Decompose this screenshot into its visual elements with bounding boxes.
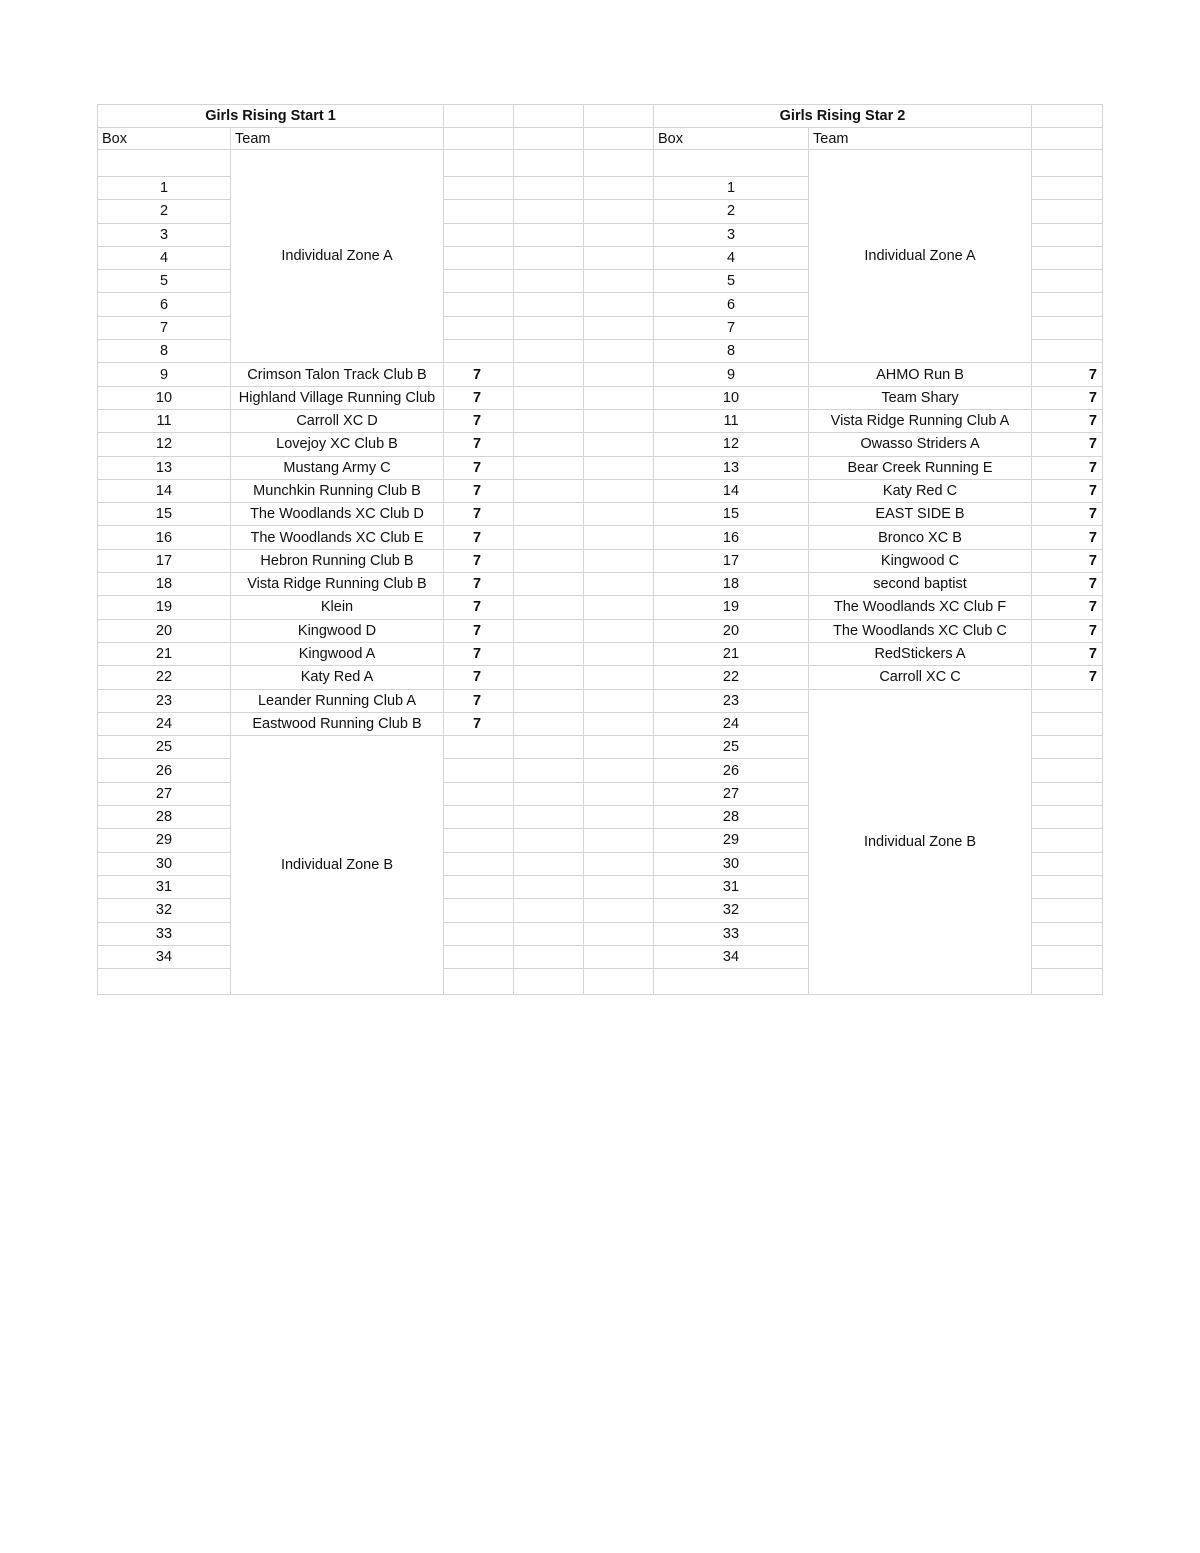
sheet-row [98, 105, 1103, 128]
spacer-cell [514, 270, 584, 293]
sheet1-team-name: Carroll XC D [231, 409, 444, 432]
sheet1-box-number: 4 [98, 246, 231, 269]
sheet2-box-number: 6 [654, 293, 809, 316]
spacer-cell [514, 852, 584, 875]
spacer-cell [584, 922, 654, 945]
sheet1-blank [444, 759, 514, 782]
sheet1-team-name: Vista Ridge Running Club B [231, 573, 444, 596]
heat-assignment-sheet [97, 104, 1103, 995]
sheet-row [98, 526, 1103, 549]
spacer-cell [514, 363, 584, 386]
spacer-cell [584, 829, 654, 852]
sheet2-box-number: 26 [654, 759, 809, 782]
sheet2-blank [654, 150, 809, 177]
sheet1-box-number: 7 [98, 316, 231, 339]
sheet2-team-name: Carroll XC C [809, 666, 1032, 689]
spacer-cell [514, 782, 584, 805]
sheet1-runner-count: 7 [444, 363, 514, 386]
spacer-cell [584, 573, 654, 596]
sheet2-box-number: 27 [654, 782, 809, 805]
sheet2-blank [1032, 689, 1103, 712]
sheet1-blank [444, 270, 514, 293]
spacer-cell [584, 852, 654, 875]
sheet-row [98, 642, 1103, 665]
sheet1-runner-count: 7 [444, 712, 514, 735]
sheet2-blank [1032, 968, 1103, 994]
sheet1-runner-count: 7 [444, 642, 514, 665]
spacer-cell [584, 293, 654, 316]
sheet1-runner-count: 7 [444, 573, 514, 596]
sheet1-team-name: Highland Village Running Club [231, 386, 444, 409]
spacer-cell [514, 945, 584, 968]
sheet2-team-header: Team [809, 128, 1032, 150]
sheet2-runner-count: 7 [1032, 433, 1103, 456]
sheet1-blank [444, 945, 514, 968]
sheet-row [98, 573, 1103, 596]
sheet2-box-number: 5 [654, 270, 809, 293]
spacer-cell [514, 666, 584, 689]
sheet2-box-number: 4 [654, 246, 809, 269]
sheet1-box-number: 30 [98, 852, 231, 875]
sheet2-box-number: 19 [654, 596, 809, 619]
spacer-cell [584, 316, 654, 339]
sheet1-box-number: 6 [98, 293, 231, 316]
sheet2-blank [1032, 340, 1103, 363]
sheet1-box-number: 21 [98, 642, 231, 665]
sheet-row [98, 150, 1103, 177]
sheet2-team-name: The Woodlands XC Club F [809, 596, 1032, 619]
spacer-cell [514, 503, 584, 526]
spacer-cell [584, 479, 654, 502]
sheet2-box-number: 34 [654, 945, 809, 968]
sheet2-blank [1032, 852, 1103, 875]
sheet2-runner-count: 7 [1032, 456, 1103, 479]
sheet-row [98, 689, 1103, 712]
sheet2-blank [654, 968, 809, 994]
sheet-row [98, 409, 1103, 432]
sheet1-box-number: 11 [98, 409, 231, 432]
sheet2-blank [1032, 782, 1103, 805]
spacer-cell [584, 270, 654, 293]
sheet2-runner-count: 7 [1032, 596, 1103, 619]
spacer-cell [514, 759, 584, 782]
spacer-cell [584, 433, 654, 456]
sheet2-zone-a: Individual Zone A [809, 150, 1032, 363]
spacer-cell [584, 806, 654, 829]
sheet1-box-header: Box [98, 128, 231, 150]
sheet1-box-number: 1 [98, 177, 231, 200]
sheet1-blank [444, 128, 514, 150]
sheet1-runner-count: 7 [444, 619, 514, 642]
sheet1-runner-count: 7 [444, 433, 514, 456]
sheet2-box-number: 22 [654, 666, 809, 689]
sheet-row [98, 433, 1103, 456]
sheet1-box-number: 2 [98, 200, 231, 223]
sheet2-blank [1032, 128, 1103, 150]
sheet1-runner-count: 7 [444, 386, 514, 409]
spacer-cell [584, 666, 654, 689]
sheet2-team-name: Kingwood C [809, 549, 1032, 572]
sheet1-blank [444, 316, 514, 339]
sheet2-blank [1032, 712, 1103, 735]
sheet1-blank [444, 246, 514, 269]
sheet1-team-name: Leander Running Club A [231, 689, 444, 712]
sheet2-team-name: Vista Ridge Running Club A [809, 409, 1032, 432]
spacer-cell [584, 875, 654, 898]
sheet1-box-number: 27 [98, 782, 231, 805]
sheet1-blank [444, 899, 514, 922]
sheet2-runner-count: 7 [1032, 642, 1103, 665]
sheet1-title: Girls Rising Start 1 [98, 105, 444, 128]
sheet1-box-number: 34 [98, 945, 231, 968]
sheet2-runner-count: 7 [1032, 666, 1103, 689]
sheet1-team-header: Team [231, 128, 444, 150]
spacer-cell [584, 596, 654, 619]
spacer-cell [514, 875, 584, 898]
sheet2-box-number: 12 [654, 433, 809, 456]
spacer-cell [584, 526, 654, 549]
sheet2-box-number: 14 [654, 479, 809, 502]
sheet1-box-number: 24 [98, 712, 231, 735]
sheet2-box-number: 7 [654, 316, 809, 339]
spacer-cell [514, 200, 584, 223]
sheet1-box-number: 9 [98, 363, 231, 386]
spacer-cell [584, 246, 654, 269]
spacer-cell [514, 596, 584, 619]
sheet1-box-number: 33 [98, 922, 231, 945]
sheet2-box-number: 32 [654, 899, 809, 922]
spacer-cell [514, 619, 584, 642]
spacer-cell [584, 899, 654, 922]
sheet1-team-name: Kingwood D [231, 619, 444, 642]
sheet1-blank [98, 968, 231, 994]
sheet1-blank [444, 875, 514, 898]
sheet2-runner-count: 7 [1032, 409, 1103, 432]
sheet2-title: Girls Rising Star 2 [654, 105, 1032, 128]
sheet1-box-number: 10 [98, 386, 231, 409]
sheet1-blank [444, 200, 514, 223]
spacer-cell [514, 642, 584, 665]
sheet-row [98, 619, 1103, 642]
sheet2-blank [1032, 316, 1103, 339]
spacer-cell [584, 736, 654, 759]
sheet2-runner-count: 7 [1032, 479, 1103, 502]
sheet2-box-number: 17 [654, 549, 809, 572]
sheet2-blank [1032, 223, 1103, 246]
sheet1-team-name: Eastwood Running Club B [231, 712, 444, 735]
sheet2-box-header: Box [654, 128, 809, 150]
sheet1-blank [444, 968, 514, 994]
sheet2-team-name: The Woodlands XC Club C [809, 619, 1032, 642]
sheet2-zone-b: Individual Zone B [809, 689, 1032, 994]
spacer-cell [514, 549, 584, 572]
spacer-cell [514, 246, 584, 269]
sheet1-runner-count: 7 [444, 666, 514, 689]
sheet1-runner-count: 7 [444, 549, 514, 572]
sheet1-box-number: 31 [98, 875, 231, 898]
sheet1-box-number: 18 [98, 573, 231, 596]
spacer-cell [584, 150, 654, 177]
sheet1-blank [444, 293, 514, 316]
spacer-cell [514, 689, 584, 712]
sheet1-box-number: 12 [98, 433, 231, 456]
sheet2-box-number: 8 [654, 340, 809, 363]
sheet2-team-name: AHMO Run B [809, 363, 1032, 386]
spacer-cell [584, 128, 654, 150]
sheet1-box-number: 20 [98, 619, 231, 642]
sheet1-box-number: 29 [98, 829, 231, 852]
spacer-cell [584, 340, 654, 363]
spacer-cell [514, 386, 584, 409]
sheet2-team-name: Team Shary [809, 386, 1032, 409]
sheet2-box-number: 30 [654, 852, 809, 875]
sheet-row [98, 363, 1103, 386]
sheet2-team-name: second baptist [809, 573, 1032, 596]
sheet1-zone-b: Individual Zone B [231, 736, 444, 995]
sheet1-blank [444, 922, 514, 945]
spacer-cell [514, 433, 584, 456]
sheet2-box-number: 29 [654, 829, 809, 852]
sheet2-blank [1032, 806, 1103, 829]
sheet1-team-name: Crimson Talon Track Club B [231, 363, 444, 386]
sheet2-box-number: 23 [654, 689, 809, 712]
sheet1-box-number: 13 [98, 456, 231, 479]
sheet2-blank [1032, 293, 1103, 316]
sheet1-box-number: 19 [98, 596, 231, 619]
sheet-row [98, 549, 1103, 572]
sheet1-team-name: Munchkin Running Club B [231, 479, 444, 502]
sheet1-blank [444, 105, 514, 128]
sheet2-blank [1032, 736, 1103, 759]
sheet-row [98, 386, 1103, 409]
sheet2-box-number: 25 [654, 736, 809, 759]
sheet2-box-number: 2 [654, 200, 809, 223]
sheet1-team-name: Klein [231, 596, 444, 619]
sheet1-box-number: 26 [98, 759, 231, 782]
sheet2-box-number: 20 [654, 619, 809, 642]
sheet2-box-number: 10 [654, 386, 809, 409]
spacer-cell [514, 526, 584, 549]
sheet2-team-name: RedStickers A [809, 642, 1032, 665]
spacer-cell [514, 293, 584, 316]
sheet1-box-number: 14 [98, 479, 231, 502]
sheet2-runner-count: 7 [1032, 526, 1103, 549]
spacer-cell [514, 128, 584, 150]
sheet1-team-name: Kingwood A [231, 642, 444, 665]
sheet1-box-number: 16 [98, 526, 231, 549]
spacer-cell [514, 316, 584, 339]
sheet2-blank [1032, 759, 1103, 782]
sheet1-blank [98, 150, 231, 177]
sheet2-box-number: 11 [654, 409, 809, 432]
sheet2-blank [1032, 105, 1103, 128]
spacer-cell [584, 642, 654, 665]
spacer-cell [514, 899, 584, 922]
spacer-cell [584, 363, 654, 386]
sheet1-runner-count: 7 [444, 456, 514, 479]
sheet1-team-name: The Woodlands XC Club E [231, 526, 444, 549]
spacer-cell [584, 223, 654, 246]
sheet2-box-number: 28 [654, 806, 809, 829]
spacer-cell [584, 712, 654, 735]
spacer-cell [584, 968, 654, 994]
sheet1-team-name: Hebron Running Club B [231, 549, 444, 572]
sheet2-box-number: 3 [654, 223, 809, 246]
sheet2-blank [1032, 945, 1103, 968]
sheet2-runner-count: 7 [1032, 549, 1103, 572]
spacer-cell [584, 503, 654, 526]
sheet2-box-number: 13 [654, 456, 809, 479]
sheet2-runner-count: 7 [1032, 363, 1103, 386]
sheet1-blank [444, 852, 514, 875]
sheet2-team-name: Katy Red C [809, 479, 1032, 502]
sheet2-box-number: 15 [654, 503, 809, 526]
sheet2-runner-count: 7 [1032, 619, 1103, 642]
spacer-cell [514, 150, 584, 177]
sheet2-box-number: 24 [654, 712, 809, 735]
sheet1-runner-count: 7 [444, 596, 514, 619]
sheet1-box-number: 17 [98, 549, 231, 572]
spacer-cell [584, 549, 654, 572]
spacer-cell [584, 689, 654, 712]
sheet2-box-number: 21 [654, 642, 809, 665]
sheet2-blank [1032, 899, 1103, 922]
spacer-cell [514, 968, 584, 994]
sheet1-blank [444, 177, 514, 200]
spacer-cell [514, 340, 584, 363]
sheet2-box-number: 16 [654, 526, 809, 549]
spacer-cell [514, 829, 584, 852]
sheet-row [98, 503, 1103, 526]
sheet1-runner-count: 7 [444, 526, 514, 549]
spacer-cell [584, 177, 654, 200]
sheet-row [98, 596, 1103, 619]
spacer-cell [584, 759, 654, 782]
sheet2-blank [1032, 829, 1103, 852]
spacer-cell [514, 712, 584, 735]
spacer-cell [514, 922, 584, 945]
sheet-row [98, 479, 1103, 502]
sheet1-runner-count: 7 [444, 503, 514, 526]
sheet2-box-number: 9 [654, 363, 809, 386]
spacer-cell [514, 177, 584, 200]
sheet1-blank [444, 829, 514, 852]
sheet1-box-number: 3 [98, 223, 231, 246]
sheet2-blank [1032, 150, 1103, 177]
sheet1-team-name: Lovejoy XC Club B [231, 433, 444, 456]
spacer-cell [514, 409, 584, 432]
spacer-cell [514, 736, 584, 759]
sheet1-blank [444, 223, 514, 246]
sheet-row [98, 456, 1103, 479]
sheet2-team-name: Bear Creek Running E [809, 456, 1032, 479]
sheet2-team-name: Bronco XC B [809, 526, 1032, 549]
spacer-cell [514, 105, 584, 128]
spacer-cell [584, 105, 654, 128]
sheet1-box-number: 22 [98, 666, 231, 689]
spacer-cell [584, 782, 654, 805]
sheet2-team-name: EAST SIDE B [809, 503, 1032, 526]
spacer-cell [584, 619, 654, 642]
sheet-row [98, 128, 1103, 150]
sheet2-blank [1032, 922, 1103, 945]
sheet1-box-number: 28 [98, 806, 231, 829]
sheet2-blank [1032, 177, 1103, 200]
sheet2-team-name: Owasso Striders A [809, 433, 1032, 456]
sheet2-box-number: 18 [654, 573, 809, 596]
spacer-cell [584, 456, 654, 479]
sheet2-box-number: 1 [654, 177, 809, 200]
spacer-cell [584, 386, 654, 409]
sheet1-runner-count: 7 [444, 479, 514, 502]
sheet1-box-number: 32 [98, 899, 231, 922]
sheet1-team-name: The Woodlands XC Club D [231, 503, 444, 526]
spacer-cell [584, 945, 654, 968]
sheet1-box-number: 25 [98, 736, 231, 759]
spacer-cell [584, 200, 654, 223]
sheet1-box-number: 5 [98, 270, 231, 293]
sheet2-blank [1032, 270, 1103, 293]
sheet1-runner-count: 7 [444, 689, 514, 712]
sheet1-blank [444, 150, 514, 177]
spacer-cell [514, 223, 584, 246]
sheet2-box-number: 31 [654, 875, 809, 898]
spacer-cell [514, 806, 584, 829]
sheet1-runner-count: 7 [444, 409, 514, 432]
sheet2-blank [1032, 200, 1103, 223]
spacer-cell [514, 456, 584, 479]
sheet1-box-number: 8 [98, 340, 231, 363]
sheet1-team-name: Mustang Army C [231, 456, 444, 479]
sheet1-blank [444, 806, 514, 829]
sheet1-box-number: 23 [98, 689, 231, 712]
sheet2-runner-count: 7 [1032, 573, 1103, 596]
spacer-cell [514, 573, 584, 596]
sheet2-runner-count: 7 [1032, 503, 1103, 526]
spacer-cell [584, 409, 654, 432]
sheet2-box-number: 33 [654, 922, 809, 945]
sheet1-team-name: Katy Red A [231, 666, 444, 689]
spacer-cell [514, 479, 584, 502]
sheet1-blank [444, 340, 514, 363]
sheet-row [98, 666, 1103, 689]
sheet2-runner-count: 7 [1032, 386, 1103, 409]
sheet1-blank [444, 736, 514, 759]
sheet2-blank [1032, 246, 1103, 269]
sheet2-blank [1032, 875, 1103, 898]
sheet1-zone-a: Individual Zone A [231, 150, 444, 363]
sheet1-box-number: 15 [98, 503, 231, 526]
sheet1-blank [444, 782, 514, 805]
